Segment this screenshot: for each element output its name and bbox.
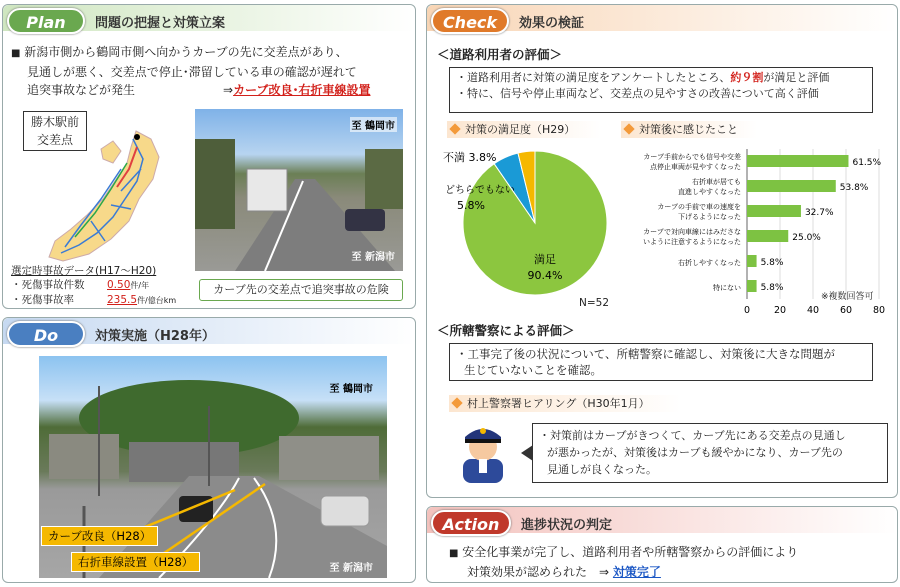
bar-0 <box>747 155 848 167</box>
bar-category-label: 右折しやすくなった <box>678 259 741 267</box>
bar-category-label: カーブ手前からでも信号や交差 <box>643 153 741 161</box>
police-box <box>449 343 873 381</box>
check-title: 効果の検証 <box>519 16 585 31</box>
bar-value-label: 61.5% <box>852 158 882 168</box>
plan-photo-bottom-label: 至 新潟市 <box>351 252 395 263</box>
action-pill: Action <box>431 510 511 536</box>
intersection-callout <box>23 111 87 151</box>
plan-arrow: ⇒ <box>223 83 234 97</box>
road-user-box <box>449 67 873 113</box>
do-photo-bottom-label: 至 新潟市 <box>329 563 373 574</box>
action-arrow: ⇒ <box>599 565 610 579</box>
bar-2 <box>747 205 801 217</box>
do-panel <box>2 317 416 583</box>
do-pill: Do <box>7 321 85 347</box>
bar-tag: 対策後に感じたこと <box>621 121 757 138</box>
bar-category-label: 特にない <box>713 284 741 292</box>
stat2-value: 235.5 <box>107 294 138 306</box>
callout-line-2: 交差点 <box>36 133 73 147</box>
pie-value-neutral: 5.8% <box>457 199 485 212</box>
bar-category-label: いように注意するようになった <box>643 238 741 246</box>
pie-n-label: N=52 <box>579 297 610 309</box>
satisfaction-pie-chart <box>435 141 625 311</box>
stats-title: 選定時事故データ(H17～H20) <box>11 265 157 277</box>
multi-answer-note: ※複数回答可 <box>821 292 874 302</box>
bar-5 <box>747 280 757 292</box>
stat1-label: ・死傷事故件数 <box>11 279 85 291</box>
plan-link[interactable]: カーブ改良･右折車線設置 <box>233 83 371 97</box>
bar-tick-label: 60 <box>839 305 853 316</box>
do-label-curve: カーブ改良（H28） <box>41 526 158 546</box>
bar-value-label: 5.8% <box>760 258 784 268</box>
bar-value-label: 25.0% <box>792 233 821 243</box>
bar-4 <box>747 255 757 267</box>
stat1-value: 0.50 <box>107 279 131 291</box>
bar-tick-label: 20 <box>773 305 787 316</box>
box1-line1-c: が満足と評価 <box>763 71 830 84</box>
bar-category-label: 直進しやすくなった <box>678 188 741 196</box>
check-panel <box>426 4 898 498</box>
police-quote-box <box>532 423 888 483</box>
bar-category-label: 下げるようになった <box>678 213 741 221</box>
pie-label-satisfied: 満足 <box>534 253 556 266</box>
box1-line1-a: ・道路利用者に対策の満足度をアンケートしたところ、 <box>456 71 731 84</box>
plan-pill: Plan <box>7 8 85 34</box>
bar-tick-label: 40 <box>806 305 820 316</box>
box1-highlight: 約９割 <box>730 71 764 84</box>
pie-label-dissatisfied: 不満 3.8% <box>443 151 497 164</box>
box3-line2: が悪かったが、対策後はカーブも緩やかになり、カーブ先の <box>547 446 843 459</box>
callout-line-1: 勝木駅前 <box>30 115 79 129</box>
action-panel <box>426 506 898 583</box>
plan-photo-top-label: 至 鶴岡市 <box>350 117 397 132</box>
do-photo-top-label: 至 鶴岡市 <box>329 384 373 395</box>
police-officer-icon <box>455 419 511 483</box>
box2-line1: ・工事完了後の状況について、所轄警察に確認し、対策後に大きな問題が <box>456 347 836 361</box>
plan-panel <box>2 4 416 309</box>
action-description: ■ 安全化事業が完了し、道路利用者や所轄警察からの評価により 対策効果が認められた ⇒ 対策完了 <box>449 545 799 579</box>
plan-title: 問題の把握と対策立案 <box>95 16 226 31</box>
check-pill: Check <box>431 8 509 34</box>
box1-line2: ・特に、信号や停止車両など、交差点の見やすさの改善について高く評価 <box>456 87 819 100</box>
box3-line3: 見通しが良くなった。 <box>547 463 657 476</box>
plan-text-2: 見通しが悪く、交差点で停止･滞留している車の確認が遅れて <box>27 65 357 79</box>
stat2-unit: 件/億台km <box>137 296 177 305</box>
bar-1 <box>747 180 836 192</box>
plan-road-photo <box>195 109 403 271</box>
bar-value-label: 53.8% <box>839 183 869 193</box>
action-title: 進捗状況の判定 <box>521 518 613 533</box>
plan-text-1: 新潟市側から鶴岡市側へ向かうカーブの先に交差点があり、 <box>24 45 348 59</box>
stat1-unit: 件/年 <box>130 281 150 290</box>
plan-description: ■ 新潟市側から鶴岡市側へ向かうカーブの先に交差点があり、 見通しが悪く、交差点で停止･滞留している車の確認が遅れて 追突事故などが発生 ⇒カーブ改良･右折車線設置 <box>11 43 411 99</box>
do-label-right-turn: 右折車線設置（H28） <box>71 552 200 572</box>
action-link[interactable]: 対策完了 <box>612 565 661 579</box>
action-text-2: 対策効果が認められた <box>467 565 588 579</box>
action-text-1: 安全化事業が完了し、道路利用者や所轄警察からの評価により <box>462 545 799 559</box>
hearing-tag: 村上警察署ヒアリング（H30年1月） <box>449 395 681 412</box>
box3-line1: ・対策前はカーブがきつくて、カーブ先にある交差点の見通し <box>539 429 846 442</box>
bar-category-label: カーブの手前で車の速度を <box>657 203 741 211</box>
bar-value-label: 32.7% <box>804 208 834 218</box>
plan-photo-caption: カーブ先の交差点で追突事故の危険 <box>199 279 403 301</box>
accident-stats <box>11 264 176 308</box>
pie-tag: 対策の満足度（H29） <box>447 121 601 138</box>
bar-category-label: カーブで対向車線にはみださな <box>643 228 741 236</box>
do-title: 対策実施（H28年） <box>95 329 215 344</box>
pie-label-neutral: どちらでもない <box>445 185 515 196</box>
plan-text-3: 追突事故などが発生 <box>27 83 136 97</box>
box2-line2: 生じていないことを確認。 <box>464 363 602 377</box>
bar-tick-label: 0 <box>743 305 751 316</box>
pie-value-satisfied: 90.4% <box>527 269 563 282</box>
bar-3 <box>747 230 788 242</box>
bar-category-label: 右折車が居ても <box>692 178 741 186</box>
plan-road-drawing <box>195 109 403 271</box>
police-section-title: ＜所轄警察による評価＞ <box>437 323 575 338</box>
road-user-section-title: ＜道路利用者の評価＞ <box>437 47 563 62</box>
stat2-label: ・死傷事故率 <box>11 294 74 306</box>
bar-value-label: 5.8% <box>760 283 784 293</box>
bar-category-label: 点停止車両が見やすくなった <box>650 163 741 171</box>
bar-tick-label: 80 <box>872 305 886 316</box>
